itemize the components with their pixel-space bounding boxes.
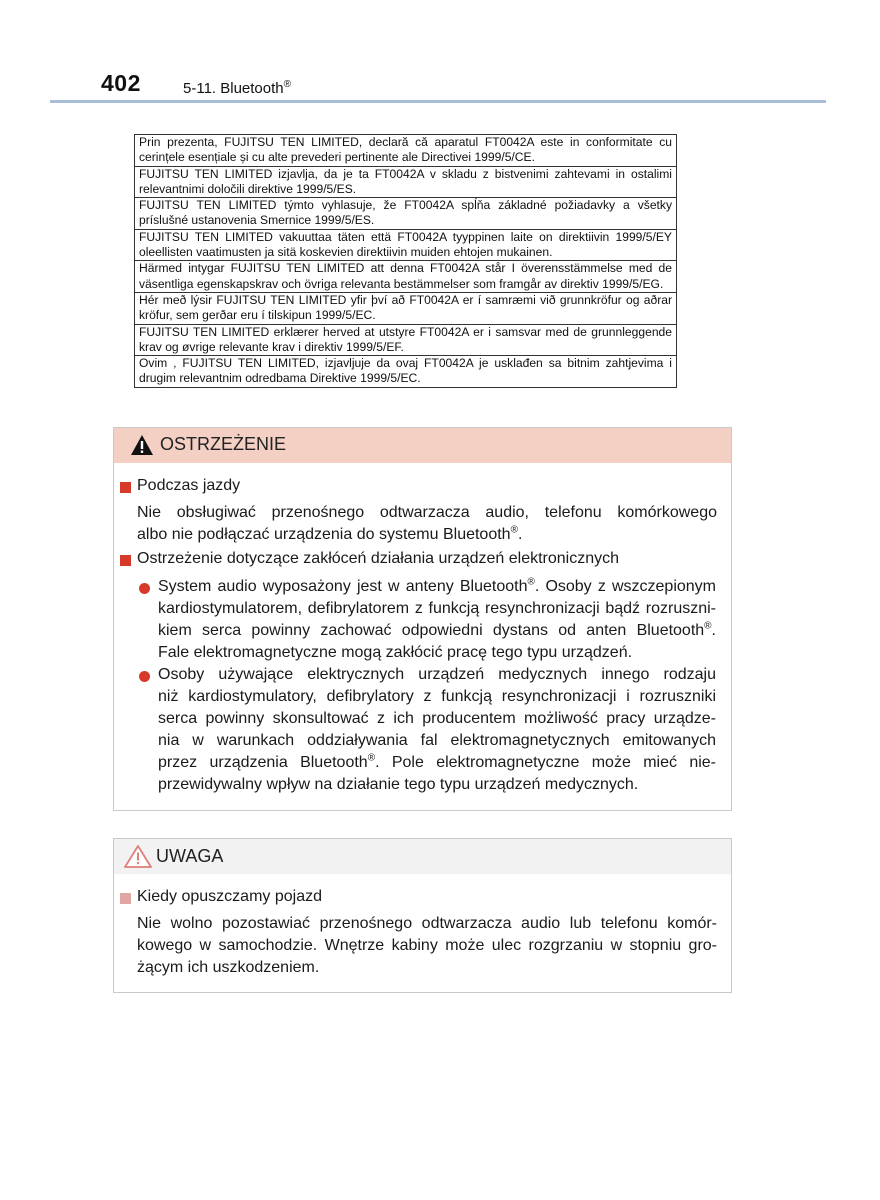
header-rule bbox=[50, 100, 826, 103]
bullet-square bbox=[120, 893, 131, 904]
warning-triangle-icon bbox=[130, 434, 154, 456]
notice-paragraph-1: Nie wolno pozostawiać przenośnego odtwarzacza audio lub telefonu komór- kowego w samochodzie. Wnętrze kabiny może ulec rozgrzaniu w stopniu gro- żącym ich uszkodzeniem. bbox=[137, 915, 717, 976]
declaration-cell: Ovim , FUJITSU TEN LIMITED, izjavljuje da ovaj FT0042A je usklađen sa bitnim zahtjevima i drugim relevantnim odredbama Direktive 1999/5/EC. bbox=[135, 356, 677, 388]
declaration-cell: FUJITSU TEN LIMITED vakuuttaa täten että FT0042A tyyppinen laite on direktiivin 1999/5/EY oleellisten vaatimusten ja sitä koskevien direktiivin muiden ehtojen mukainen. bbox=[135, 229, 677, 261]
declaration-cell: FUJITSU TEN LIMITED izjavlja, da je ta FT0042A v skladu z bistvenimi zahtevami in ostalimi relevantnimi določili direktive 1999/5/ES. bbox=[135, 166, 677, 198]
declaration-cell: Prin prezenta, FUJITSU TEN LIMITED, declară că aparatul FT0042A este in conformitate cu cerințele esențiale și cu alte prevederi pertinente ale Directivei 1999/5/CE. bbox=[135, 135, 677, 167]
bullet-dot bbox=[139, 583, 150, 594]
bullet-dot bbox=[139, 671, 150, 682]
warning-title: OSTRZEŻENIE bbox=[160, 434, 287, 454]
declaration-cell: FUJITSU TEN LIMITED erklærer herved at utstyre FT0042A er i samsvar med de grunnleggende krav og øvrige relevante krav i direktiv 1999/5/EF. bbox=[135, 324, 677, 356]
declaration-cell: Härmed intygar FUJITSU TEN LIMITED att denna FT0042A står I överensstämmelse med de väsentliga egenskapskrav och övriga relevanta bestämmelser som framgår av direktiv 1999/5/EG. bbox=[135, 261, 677, 293]
page-number: 402 bbox=[101, 70, 141, 96]
page-header bbox=[0, 0, 880, 110]
warning-heading-1: Podczas jazdy bbox=[137, 477, 241, 494]
warning-heading-2: Ostrzeżenie dotyczące zakłóceń działania urządzeń elektronicznych bbox=[137, 550, 620, 567]
declaration-cell: FUJITSU TEN LIMITED týmto vyhlasuje, že FT0042A spĺňa základné požiadavky a všetky príslušné ustanovenia Smernice 1999/5/ES. bbox=[135, 198, 677, 230]
section-title: 5-11. Bluetooth® bbox=[183, 79, 292, 97]
declaration-table bbox=[134, 134, 677, 388]
declaration-cell: Hér með lýsir FUJITSU TEN LIMITED yfir því að FT0042A er í samræmi við grunnkröfur og aðrar kröfur, sem gerðar eru í tilskipun 1999/5/EC. bbox=[135, 292, 677, 324]
notice-box bbox=[113, 838, 732, 993]
warning-bullet-1: System audio wyposażony jest w anteny Bluetooth®. Osoby z wszczepionym kardiostymulatorem, defibrylatorem z funkcją resynchronizacji bądź rozruszni- kiem serca powinny zachować odpowiedni dystans od anten Bluetooth®. Fale elektromagnetyczne mogą zakłócić pracę tego typu urządzeń. bbox=[158, 576, 716, 661]
notice-heading-1: Kiedy opuszczamy pojazd bbox=[137, 888, 322, 905]
warning-box bbox=[113, 427, 732, 811]
warning-header bbox=[114, 428, 731, 463]
bullet-square bbox=[120, 482, 131, 493]
warning-bullet-2: Osoby używające elektrycznych urządzeń medycznych innego rodzaju niż kardiostymulatory, defibrylatory z funkcją resynchronizacji i rozruszniki serca powinny skonsultować z ich producentem możliwość pracy urządze- nia w warunkach oddziaływania fal elektromagnetycznych emitowanych przez urządzenia Bluetooth®. Pole elektromagnetyczne może mieć nie- przewidywalny wpływ na działanie tego typu urządzeń medycznych. bbox=[158, 666, 716, 793]
notice-title: UWAGA bbox=[156, 846, 224, 866]
caution-triangle-outline-icon bbox=[123, 844, 153, 869]
warning-paragraph-1: Nie obsługiwać przenośnego odtwarzacza audio, telefonu komórkowego albo nie podłączać urządzenia do systemu Bluetooth®. bbox=[137, 504, 717, 543]
notice-header bbox=[114, 839, 731, 874]
bullet-square bbox=[120, 555, 131, 566]
